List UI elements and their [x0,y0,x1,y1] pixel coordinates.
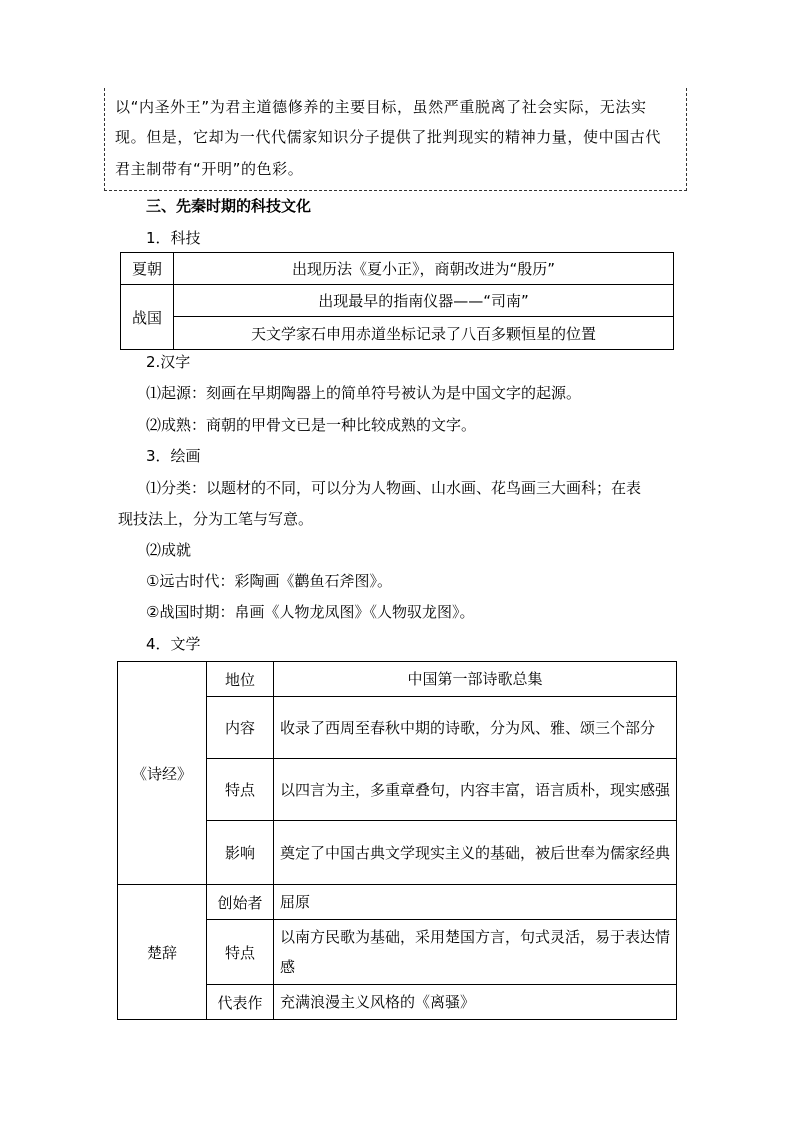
tech-cell: 天文学家石申用赤道坐标记录了八百多颗恒星的位置 [174,317,674,350]
literature-table [117,661,677,1020]
keji-heading: 1．科技 [146,229,201,247]
huihua-heading: 3．绘画 [146,447,201,465]
key-cell: 地位 [207,662,274,697]
hanzi-item: ⑵成熟：商朝的甲骨文已是一种比较成熟的文字。 [146,416,477,434]
value-cell: 以南方民歌为基础，采用楚国方言，句式灵活，易于表达情感 [274,920,677,985]
tech-cell: 出现历法《夏小正》，商朝改进为“殷历” [174,253,674,285]
value-cell: 屈原 [274,885,677,920]
table-row [118,662,677,697]
value-cell: 中国第一部诗歌总集 [274,662,677,697]
category-cell: 楚辞 [118,885,207,1020]
note-line-2: 现。但是，它却为一代代儒家知识分子提供了批判现实的精神力量，使中国古代 [115,128,662,146]
table-row [118,885,677,920]
table-row [121,317,674,350]
huihua-item: ②战国时期：帛画《人物龙凤图》《人物驭龙图》。 [146,603,475,621]
tech-table [120,252,674,350]
key-cell: 影响 [207,821,274,885]
huihua-item-line: ⑴分类：以题材的不同，可以分为人物画、山水画、花鸟画三大画科；在表 [146,479,642,497]
value-cell: 以四言为主，多重章叠句，内容丰富，语言质朴，现实感强 [274,759,677,821]
table-row [121,253,674,285]
section-heading: 三、先秦时期的科技文化 [146,197,312,215]
huihua-item: ⑵成就 [146,541,192,559]
category-cell: 《诗经》 [118,662,207,885]
table-row [121,285,674,317]
wenxue-heading: 4．文学 [146,635,201,653]
hanzi-item: ⑴起源：刻画在早期陶器上的简单符号被认为是中国文字的起源。 [146,384,582,402]
value-cell: 收录了西周至春秋中期的诗歌，分为风、雅、颂三个部分 [274,697,677,759]
note-line-3: 君主制带有“开明”的色彩。 [115,160,304,178]
key-cell: 内容 [207,697,274,759]
huihua-item: ①远古时代：彩陶画《鹳鱼石斧图》。 [146,572,392,590]
huihua-item-line: 现技法上，分为工笔与写意。 [118,510,314,528]
value-cell: 奠定了中国古典文学现实主义的基础，被后世奉为儒家经典 [274,821,677,885]
hanzi-heading: 2.汉字 [146,353,191,371]
key-cell: 创始者 [207,885,274,920]
note-line-1: 以“内圣外王”为君主道德修养的主要目标，虽然严重脱离了社会实际，无法实 [115,98,647,116]
key-cell: 特点 [207,759,274,821]
key-cell: 特点 [207,920,274,985]
note-box [104,88,687,191]
key-cell: 代表作 [207,985,274,1020]
period-cell: 战国 [121,285,174,350]
period-cell: 夏朝 [121,253,174,285]
tech-cell: 出现最早的指南仪器——“司南” [174,285,674,317]
value-cell: 充满浪漫主义风格的《离骚》 [274,985,677,1020]
